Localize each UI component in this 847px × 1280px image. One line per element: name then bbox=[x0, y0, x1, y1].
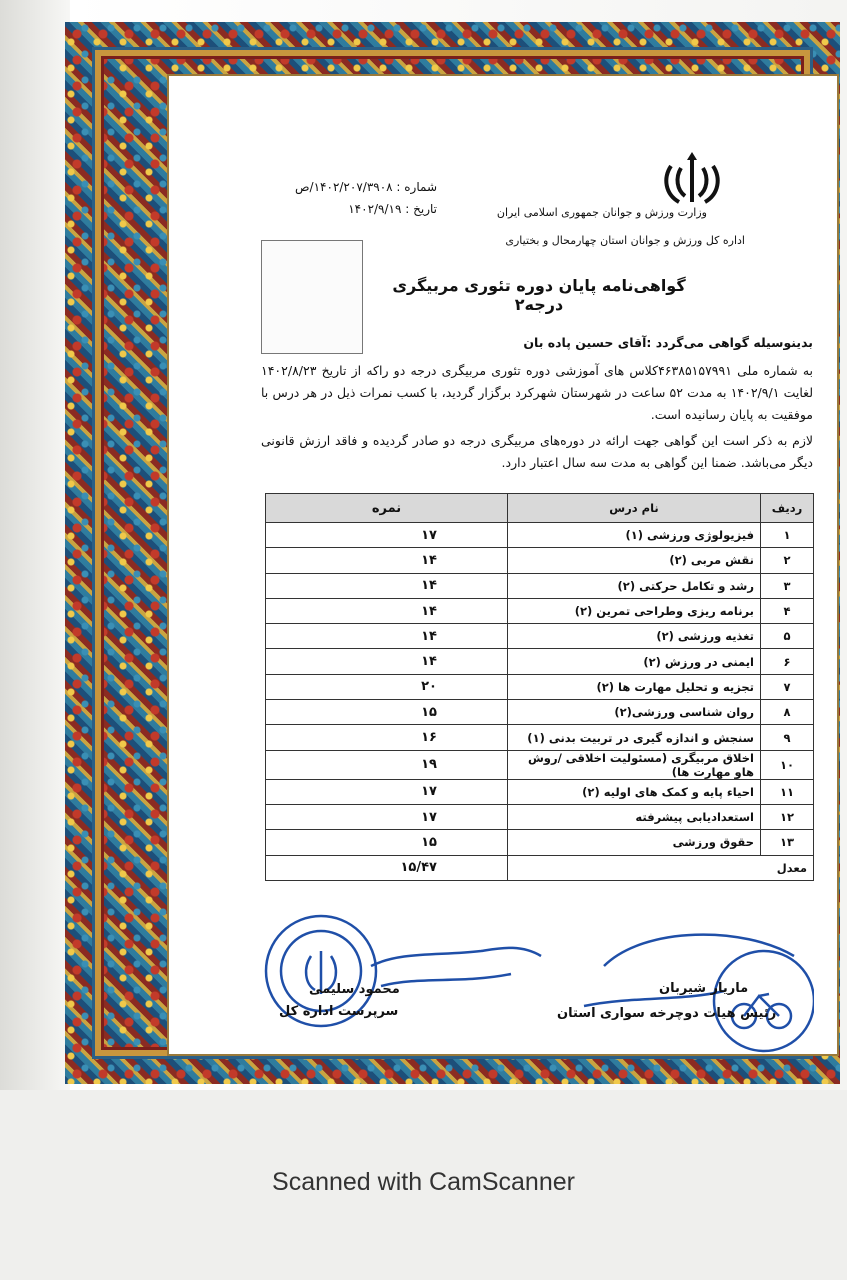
course-name: فیزیولوژی ورزشی (۱) bbox=[508, 523, 761, 548]
row-number: ۴ bbox=[761, 598, 814, 623]
row-number: ۳ bbox=[761, 573, 814, 598]
course-name: تجزیه و تحلیل مهارت ها (۲) bbox=[508, 674, 761, 699]
course-name: تغذیه ورزشی (۲) bbox=[508, 624, 761, 649]
left-signer-name: محمود سلیمی bbox=[309, 982, 400, 997]
row-number: ۲ bbox=[761, 548, 814, 573]
course-grade: ۱۶ bbox=[266, 725, 508, 750]
left-stamp-seal bbox=[251, 896, 551, 1046]
course-name: حقوق ورزشی bbox=[508, 830, 761, 855]
office-name: اداره کل ورزش و جوانان استان چهارمحال و بختیاری bbox=[505, 234, 745, 247]
row-number: ۱۱ bbox=[761, 779, 814, 804]
course-grade: ۱۵ bbox=[266, 830, 508, 855]
course-grade: ۱۴ bbox=[266, 649, 508, 674]
table-row bbox=[266, 649, 814, 674]
average-value: ۱۵/۴۷ bbox=[266, 855, 508, 880]
table-row bbox=[266, 523, 814, 548]
table-row bbox=[266, 573, 814, 598]
table-row bbox=[266, 700, 814, 725]
course-name: رشد و تکامل حرکتی (۲) bbox=[508, 573, 761, 598]
table-row bbox=[266, 598, 814, 623]
course-grade: ۱۷ bbox=[266, 779, 508, 804]
ornamental-frame bbox=[65, 22, 840, 1084]
course-name: اخلاق مربیگری (مسئولیت اخلاقی /روش هاو مهارت ها) bbox=[508, 750, 761, 779]
certificate-sheet bbox=[169, 76, 837, 1054]
course-grade: ۱۷ bbox=[266, 523, 508, 548]
average-label: معدل bbox=[508, 855, 814, 880]
table-row bbox=[266, 725, 814, 750]
row-number: ۱۰ bbox=[761, 750, 814, 779]
right-signer-name: ماریار شیربان bbox=[659, 981, 749, 996]
row-number: ۸ bbox=[761, 700, 814, 725]
course-name: استعدادیابی پیشرفته bbox=[508, 804, 761, 829]
header-grade: نمره bbox=[266, 494, 508, 523]
course-name: نقش مربی (۲) bbox=[508, 548, 761, 573]
letter-number: شماره : ۱۴۰۲/۲۰۷/۳۹۰۸/ص bbox=[295, 180, 437, 194]
row-number: ۵ bbox=[761, 624, 814, 649]
row-number: ۱ bbox=[761, 523, 814, 548]
letter-date: تاریخ : ۱۴۰۲/۹/۱۹ bbox=[348, 202, 437, 216]
course-grade: ۲۰ bbox=[266, 674, 508, 699]
course-name: برنامه ریزی وطراحی تمرین (۲) bbox=[508, 598, 761, 623]
table-header-row bbox=[266, 494, 814, 523]
table-row bbox=[266, 750, 814, 779]
course-grade: ۱۵ bbox=[266, 700, 508, 725]
row-number: ۱۳ bbox=[761, 830, 814, 855]
table-row bbox=[266, 548, 814, 573]
right-signer-role: رئیس هیات دوچرخه سواری استان bbox=[557, 1006, 777, 1021]
left-signer-role: سرپرست اداره کل bbox=[279, 1004, 399, 1019]
certificate-title: گواهی‌نامه پایان دوره تئوری مربیگری درجه۲ bbox=[392, 276, 686, 314]
table-row bbox=[266, 804, 814, 829]
table-row bbox=[266, 830, 814, 855]
table-row bbox=[266, 779, 814, 804]
course-description: به شماره ملی ۴۶۳۸۵۱۵۷۹۹۱کلاس های آموزشی دوره تئوری مربیگری درجه دو راکه از تاریخ ۱۴۰۲/۸/۲۳ لغایت ۱۴۰۲/۹/۱ به مدت ۵۲ ساعت در شهرستان شهرکرد برگزار گردید، با کسب نمرات ذیل در هر درس با موفقیت به پایان رسانیده است. bbox=[261, 363, 814, 422]
row-number: ۶ bbox=[761, 649, 814, 674]
course-name: روان شناسی ورزشی(۲) bbox=[508, 700, 761, 725]
ministry-name: وزارت ورزش و جوانان جمهوری اسلامی ایران bbox=[496, 206, 707, 219]
header-row-number: ردیف bbox=[761, 494, 814, 523]
course-name: سنجش و اندازه گیری در تربیت بدنی (۱) bbox=[508, 725, 761, 750]
camscanner-footer bbox=[0, 1090, 847, 1280]
header-course: نام درس bbox=[508, 494, 761, 523]
table-row bbox=[266, 624, 814, 649]
course-name: احیاء پایه و کمک های اولیه (۲) bbox=[508, 779, 761, 804]
average-row bbox=[266, 855, 814, 880]
row-number: ۱۲ bbox=[761, 804, 814, 829]
grades-table bbox=[265, 493, 814, 881]
course-grade: ۱۹ bbox=[266, 750, 508, 779]
row-number: ۹ bbox=[761, 725, 814, 750]
course-grade: ۱۴ bbox=[266, 598, 508, 623]
row-number: ۷ bbox=[761, 674, 814, 699]
validity-note: لازم به ذکر است این گواهی جهت ارائه در دوره‌های مربیگری درجه دو صادر گردیده و فاقد ارزش قانونی دیگر می‌باشد. ضمنا این گواهی به مدت سه سال اعتبار دارد. bbox=[261, 433, 813, 470]
footer-watermark-text: Scanned with CamScanner bbox=[272, 1168, 575, 1196]
table-row bbox=[266, 674, 814, 699]
course-grade: ۱۴ bbox=[266, 573, 508, 598]
course-name: ایمنی در ورزش (۲) bbox=[508, 649, 761, 674]
course-grade: ۱۷ bbox=[266, 804, 508, 829]
certify-line: بدینوسیله گواهی می‌گردد :آقای حسین پاده بان bbox=[523, 335, 813, 350]
course-grade: ۱۴ bbox=[266, 548, 508, 573]
course-grade: ۱۴ bbox=[266, 624, 508, 649]
paper-edge bbox=[0, 0, 70, 1090]
